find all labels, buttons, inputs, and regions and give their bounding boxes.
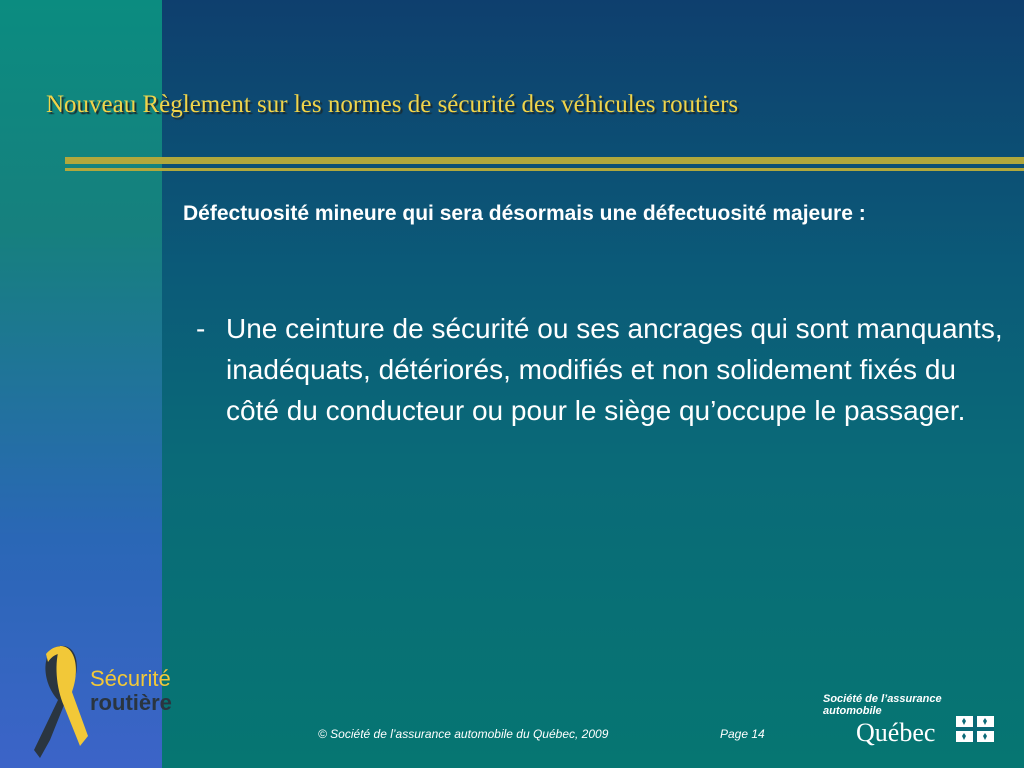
title-divider-thin	[65, 168, 1024, 171]
bullet-item	[196, 308, 1006, 431]
bullet-marker: -	[196, 313, 206, 344]
securite-routiere-line1: Sécurité	[90, 666, 171, 691]
quebec-wordmark: Québec	[856, 718, 936, 747]
saaq-logo-line2: automobile	[823, 705, 882, 717]
slide-title: Nouveau Règlement sur les normes de sécurité des véhicules routiers	[46, 91, 739, 118]
footer-copyright: © Société de l’assurance automobile du Québec, 2009	[318, 727, 609, 741]
quebec-flag-icon	[956, 716, 994, 742]
bullet-text: Une ceinture de sécurité ou ses ancrages qui sont manquants, inadéquats, détériorés, modifiés et non solidement fixés du côté du conducteur ou pour le siège qu’occupe le passager.	[226, 313, 1003, 426]
slide-subtitle: Défectuosité mineure qui sera désormais une défectuosité majeure :	[183, 202, 866, 225]
saaq-logo-line1: Société de l’assurance	[823, 693, 942, 705]
page-number: Page 14	[720, 727, 765, 741]
title-divider-thick	[65, 157, 1024, 164]
securite-routiere-line2: routière	[90, 690, 172, 715]
